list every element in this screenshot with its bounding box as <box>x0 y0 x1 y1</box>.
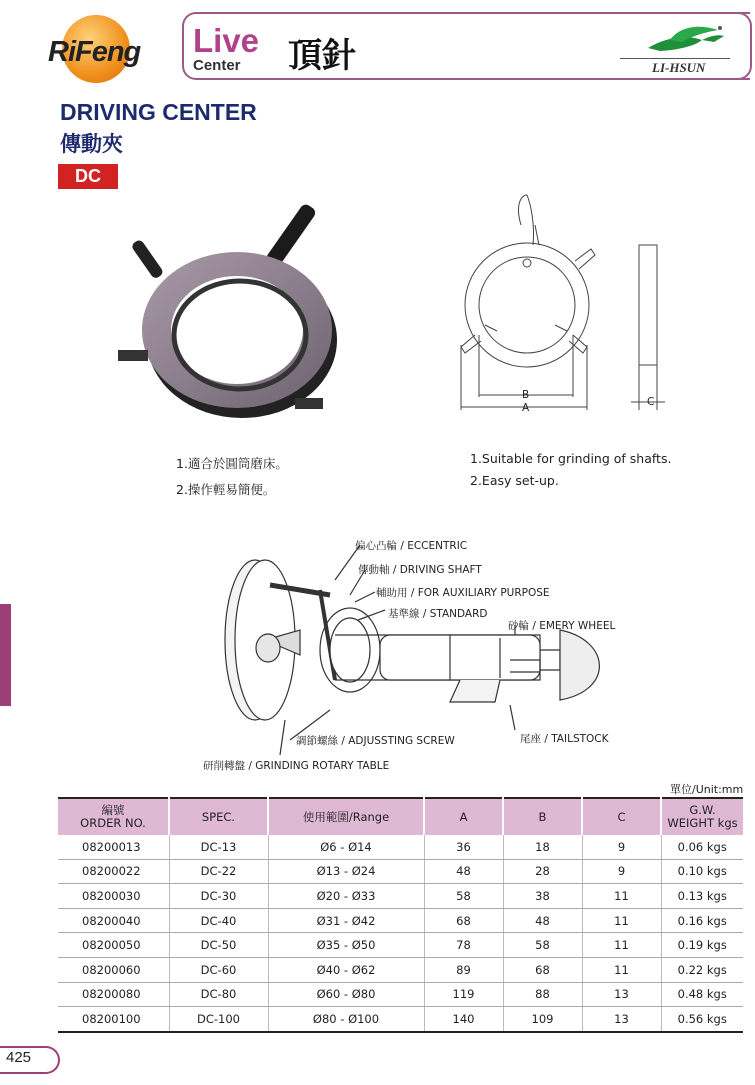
header-live: Live <box>193 22 260 59</box>
cell-gw: 0.16 kgs <box>661 908 743 933</box>
cell-c: 13 <box>582 982 661 1007</box>
cell-a: 58 <box>424 884 503 909</box>
cell-spec: DC-13 <box>169 835 268 859</box>
cell-b: 28 <box>503 859 582 884</box>
cell-range: Ø6 - Ø14 <box>268 835 424 859</box>
brand-logo: RiFeng <box>48 36 141 68</box>
cell-c: 9 <box>582 835 661 859</box>
cell-range: Ø60 - Ø80 <box>268 982 424 1007</box>
model-badge: DC <box>58 164 118 189</box>
dim-label-a: A <box>522 402 530 414</box>
dim-label-b: B <box>522 389 530 401</box>
cell-b: 58 <box>503 933 582 958</box>
cell-spec: DC-100 <box>169 1007 268 1032</box>
cell-range: Ø40 - Ø62 <box>268 957 424 982</box>
table-row <box>58 884 743 909</box>
table-row <box>58 835 743 859</box>
cell-c: 9 <box>582 859 661 884</box>
cell-gw: 0.19 kgs <box>661 933 743 958</box>
cell-a: 78 <box>424 933 503 958</box>
table-row <box>58 859 743 884</box>
label-emery-wheel: 砂輪 / EMERY WHEEL <box>508 620 616 632</box>
col-b: B <box>503 798 582 835</box>
header-center: Center <box>193 57 241 74</box>
cell-c: 11 <box>582 957 661 982</box>
cell-gw: 0.13 kgs <box>661 884 743 909</box>
cell-c: 11 <box>582 884 661 909</box>
label-adjusting-screw: 調節螺絲 / ADJUSSTING SCREW <box>296 735 455 747</box>
cell-b: 68 <box>503 957 582 982</box>
cell-a: 119 <box>424 982 503 1007</box>
cell-order: 08200040 <box>58 908 169 933</box>
cell-gw: 0.22 kgs <box>661 957 743 982</box>
partner-divider <box>620 58 730 59</box>
cell-order: 08200013 <box>58 835 169 859</box>
table-row <box>58 908 743 933</box>
cell-gw: 0.10 kgs <box>661 859 743 884</box>
cell-order: 08200060 <box>58 957 169 982</box>
cell-spec: DC-30 <box>169 884 268 909</box>
label-standard: 基準線 / STANDARD <box>388 608 488 620</box>
cell-a: 36 <box>424 835 503 859</box>
table-row <box>58 982 743 1007</box>
label-grinding-table: 研削轉盤 / GRINDING ROTARY TABLE <box>203 760 390 772</box>
cell-spec: DC-22 <box>169 859 268 884</box>
cell-a: 140 <box>424 1007 503 1032</box>
note-cn-2: 2.操作輕易簡便。 <box>176 482 276 497</box>
cell-c: 11 <box>582 908 661 933</box>
cell-b: 109 <box>503 1007 582 1032</box>
cell-range: Ø20 - Ø33 <box>268 884 424 909</box>
header-cn-title: 頂針 <box>288 36 356 76</box>
note-cn-1: 1.適合於圓筒磨床。 <box>176 456 288 471</box>
cell-gw: 0.56 kgs <box>661 1007 743 1032</box>
col-a: A <box>424 798 503 835</box>
cell-spec: DC-50 <box>169 933 268 958</box>
page-title-en: DRIVING CENTER <box>60 99 257 125</box>
spec-table <box>58 797 743 1033</box>
bird-logo-icon <box>640 20 730 60</box>
page-title-cn: 傳動夾 <box>60 132 123 156</box>
cell-gw: 0.06 kgs <box>661 835 743 859</box>
dim-label-c: C <box>647 396 655 408</box>
col-spec: SPEC. <box>169 798 268 835</box>
label-eccentric: 偏心凸輪 / ECCENTRIC <box>355 540 468 552</box>
cell-order: 08200080 <box>58 982 169 1007</box>
cell-a: 89 <box>424 957 503 982</box>
table-row <box>58 1007 743 1032</box>
col-range: 使用範圍/Range <box>268 798 424 835</box>
cell-b: 18 <box>503 835 582 859</box>
partner-logo: LI-HSUN <box>652 60 706 75</box>
cell-b: 88 <box>503 982 582 1007</box>
cell-order: 08200022 <box>58 859 169 884</box>
table-row <box>58 933 743 958</box>
cell-range: Ø35 - Ø50 <box>268 933 424 958</box>
cell-order: 08200030 <box>58 884 169 909</box>
product-photo <box>100 190 350 430</box>
cell-a: 48 <box>424 859 503 884</box>
cell-c: 13 <box>582 1007 661 1032</box>
cell-spec: DC-40 <box>169 908 268 933</box>
col-weight: G.W. WEIGHT kgs <box>661 798 743 835</box>
table-header-row <box>58 798 743 835</box>
label-auxiliary: 輔助用 / FOR AUXILIARY PURPOSE <box>376 587 550 599</box>
cell-range: Ø13 - Ø24 <box>268 859 424 884</box>
cell-order: 08200050 <box>58 933 169 958</box>
note-en-1: 1.Suitable for grinding of shafts. <box>470 451 672 466</box>
cell-b: 48 <box>503 908 582 933</box>
technical-drawing <box>455 185 685 420</box>
col-order: 編號 ORDER NO. <box>58 798 169 835</box>
cell-a: 68 <box>424 908 503 933</box>
side-tab <box>0 604 11 706</box>
cell-range: Ø80 - Ø100 <box>268 1007 424 1032</box>
cell-c: 11 <box>582 933 661 958</box>
cell-b: 38 <box>503 884 582 909</box>
label-driving-shaft: 傳動軸 / DRIVING SHAFT <box>358 564 482 576</box>
note-en-2: 2.Easy set-up. <box>470 473 559 488</box>
cell-order: 08200100 <box>58 1007 169 1032</box>
cell-spec: DC-80 <box>169 982 268 1007</box>
table-row <box>58 957 743 982</box>
cell-gw: 0.48 kgs <box>661 982 743 1007</box>
cell-spec: DC-60 <box>169 957 268 982</box>
label-tailstock: 尾座 / TAILSTOCK <box>520 733 609 745</box>
unit-label: 單位/Unit:mm <box>670 783 744 796</box>
col-c: C <box>582 798 661 835</box>
cell-range: Ø31 - Ø42 <box>268 908 424 933</box>
page-number: 425 <box>6 1049 32 1066</box>
